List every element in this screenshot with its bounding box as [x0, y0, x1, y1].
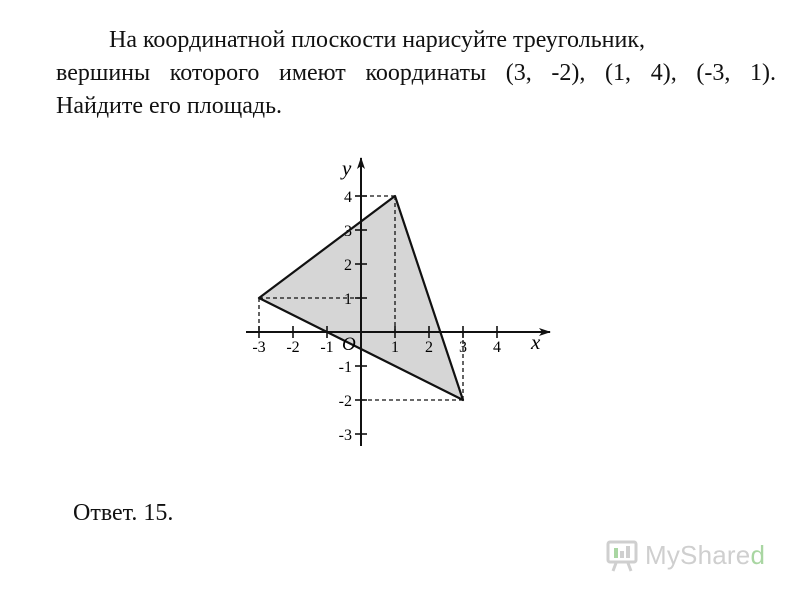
y-tick-label: -2	[338, 393, 352, 410]
answer-text: Ответ. 15.	[73, 500, 174, 526]
x-tick-label: -1	[320, 339, 334, 356]
x-tick-label: 2	[425, 339, 433, 356]
x-tick-label: 1	[391, 339, 399, 356]
problem-line-1: На координатной плоскости нарисуйте треугольник,	[109, 27, 646, 53]
x-tick-label: 3	[459, 339, 467, 356]
x-tick-label: -2	[286, 339, 300, 356]
y-tick-label: -3	[338, 427, 352, 444]
x-tick-label: 4	[493, 339, 501, 356]
y-tick-label: 4	[344, 189, 352, 206]
presentation-board-icon	[605, 537, 641, 573]
x-tick-label: -3	[252, 339, 266, 356]
problem-line-2: вершины которого имеют координаты (3, -2), (1, 4), (-3, 1).	[56, 60, 776, 86]
watermark-logo	[605, 537, 765, 573]
x-axis-label: x	[531, 330, 541, 354]
y-tick-label: 3	[344, 223, 352, 240]
y-tick-label: -1	[338, 359, 352, 376]
problem-line-3: Найдите его площадь.	[56, 93, 283, 119]
y-axis-label: y	[342, 156, 352, 180]
y-tick-label: 1	[344, 291, 352, 308]
y-tick-label: 2	[344, 257, 352, 274]
origin-label: O	[342, 334, 356, 355]
watermark-text: MyShared	[645, 539, 766, 570]
